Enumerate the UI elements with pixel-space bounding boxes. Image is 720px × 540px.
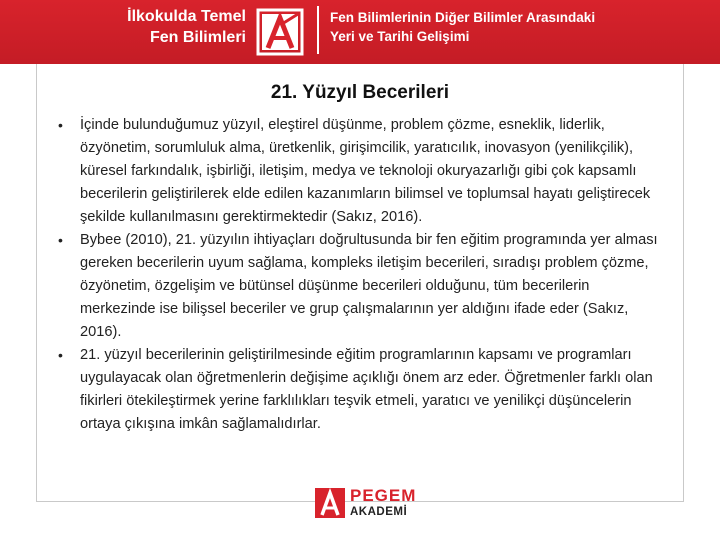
- publisher-logo: [314, 485, 417, 525]
- course-title-line1: İlkokulda Temel: [127, 8, 246, 25]
- a-monogram-icon: [252, 4, 308, 60]
- list-item: [56, 114, 666, 229]
- bullet-text: 21. yüzyıl becerilerinin geliştirilmesinde eğitim programlarının kapsamı ve programları uygulayacak olan öğretmenlerin değişime açıklığı önem arz eder. Öğretmenler farklı olan fikirleri ötekileştirmek yerine farklılıkları teşvik etmeli, yaratıcı ve yenilikçi düşüncelerin ortaya çıkışına imkân sağlamalıdırlar.: [80, 347, 653, 432]
- bullet-text: Bybee (2010), 21. yüzyılın ihtiyaçları doğrultusunda bir fen eğitim programında yer alması gereken becerilerin uyum sağlama, kompleks iletişim becerileri, sıradışı problem çözme, özyönetim, özgelişim ve bütünsel düşünme becerileri olduğunu, tüm becerilerin merkezinde ise bilişsel beceriler ve grup çalışmalarının yer aldığını ifade eder (Sakız, 2016).: [80, 232, 658, 340]
- bullet-text: İçinde bulunduğumuz yüzyıl, eleştirel düşünme, problem çözme, esneklik, liderlik, özyönetim, sorumluluk alma, üretkenlik, girişimcilik, yaratıcılık, inovasyon (yenilikçilik), küresel farkındalık, işbirliği, iletişim, medya ve teknoloji okuryazarlığı gibi çok kapsamlı becerilerin geliştirilerek elde edilen kazanımların bilimsel ve toplumsal hayatı geliştirecek şekilde kullanılmasını gerektirmektedir (Sakız, 2016).: [80, 117, 651, 225]
- pegem-a-logo-icon: [314, 487, 346, 519]
- publisher-sub: AKADEMİ: [350, 506, 408, 518]
- chapter-title-line1: Fen Bilimlerinin Diğer Bilimler Arasındaki: [330, 10, 596, 25]
- header-divider: [317, 6, 319, 54]
- bullet-list: [56, 114, 666, 436]
- bullet-icon: •: [58, 347, 63, 363]
- slide-title: 21. Yüzyıl Becerileri: [270, 82, 450, 103]
- bullet-icon: •: [58, 232, 63, 248]
- bullet-icon: •: [58, 117, 63, 133]
- course-title: [96, 6, 246, 48]
- course-title-line2: Fen Bilimleri: [149, 29, 246, 46]
- header-banner: [0, 0, 720, 64]
- chapter-title-line2: Yeri ve Tarihi Gelişimi: [330, 29, 470, 44]
- list-item: [56, 229, 666, 344]
- chapter-title: [330, 8, 690, 46]
- publisher-brand: PEGEM: [350, 486, 417, 505]
- list-item: [56, 344, 666, 436]
